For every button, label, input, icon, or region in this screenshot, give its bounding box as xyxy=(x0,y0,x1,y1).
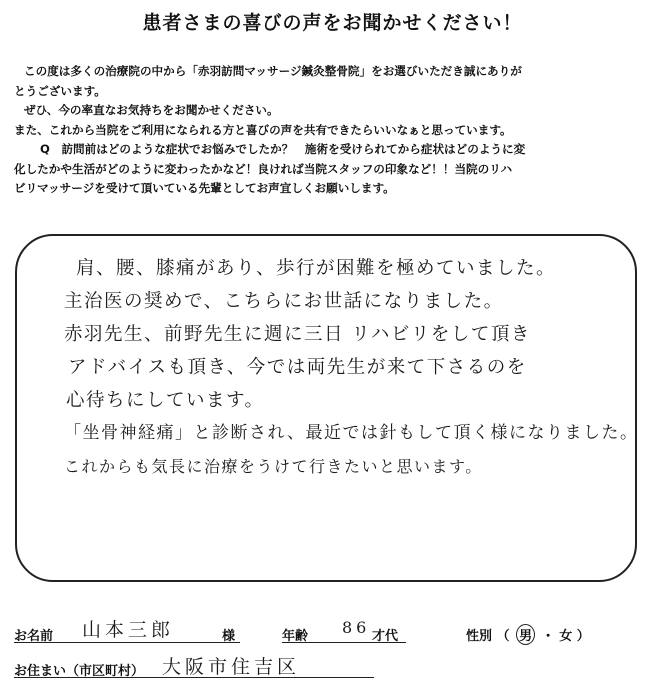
testimonial-line: 主治医の奨めで、こちらにお世話になりました。 xyxy=(64,291,504,312)
testimonial-line: 肩、腰、膝痛があり、歩行が困難を極めていました。 xyxy=(76,258,557,279)
gender-open: （ xyxy=(496,629,510,644)
testimonial-line: 赤羽先生、前野先生に週に三日 リハビリをして頂き xyxy=(64,324,531,345)
age-underline xyxy=(282,642,406,643)
age-suffix: 才代 xyxy=(372,629,399,644)
gender-female: 女 xyxy=(559,629,573,644)
gender-close: ） xyxy=(576,629,590,644)
address-underline xyxy=(14,677,374,678)
testimonial-line: 「坐骨神経痛」と診断され、最近では針もして頂く様になりました。 xyxy=(64,423,639,443)
intro-text xyxy=(14,62,654,199)
intro-line: ぜひ、今の率直なお気持ちをお聞かせください。 xyxy=(24,103,279,117)
gender-label: 性別 xyxy=(466,629,493,644)
question-line: ビリマッサージを受けて頂いている先輩としてお声宜しくお願いします。 xyxy=(14,181,395,195)
name-underline xyxy=(14,642,240,643)
name-label: お名前 xyxy=(14,629,54,644)
question-line: Q 訪問前はどのような症状でお悩みでしたか？ 施術を受けられてから症状はどのように変 xyxy=(40,142,526,156)
testimonial-line: これからも気長に治療をうけて行きたいと思います。 xyxy=(64,457,483,476)
testimonial-line: 心待ちにしています。 xyxy=(66,390,265,411)
page-title: 患者さまの喜びの声をお聞かせください！ xyxy=(142,12,523,34)
intro-line: また、これから当院をご利用になられる方と喜びの声を共有できたらいいなぁと思っています。 xyxy=(14,122,512,137)
gender-sep: ・ xyxy=(541,629,555,644)
name-suffix: 様 xyxy=(222,629,236,644)
gender-male-selected: 男 xyxy=(516,624,535,645)
name-value: 山本三郎 xyxy=(82,619,175,641)
intro-line: とうございます。 xyxy=(14,83,106,98)
address-label: お住まい（市区町村） xyxy=(14,664,145,679)
address-value: 大阪市住吉区 xyxy=(162,656,301,678)
testimonial-line: アドバイスも頂き、今では両先生が来て下さるのを xyxy=(68,357,527,378)
intro-line: この度は多くの治療院の中から「赤羽訪問マッサージ鍼灸整骨院」をお選びいただき誠にありが xyxy=(24,64,522,78)
age-label: 年齢 xyxy=(282,629,309,644)
question-line: 化したかや生活がどのように変わったかなど！良ければ当院スタッフの印象など！！当院のリハ xyxy=(14,161,513,176)
testimonial-text xyxy=(64,252,639,483)
gender-field xyxy=(466,624,590,645)
age-value: 86 xyxy=(342,618,371,637)
